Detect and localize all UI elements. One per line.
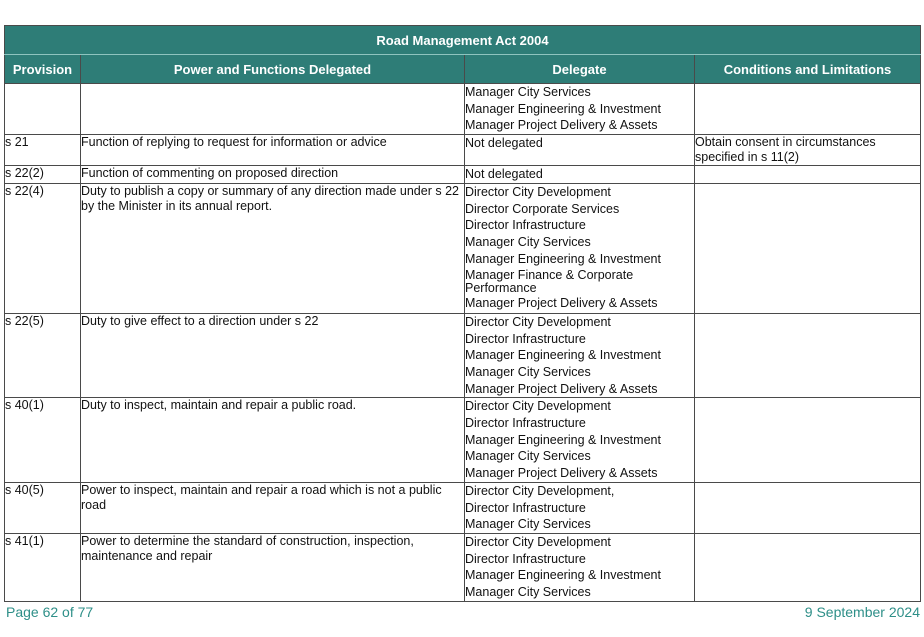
delegate-item: Director City Development, bbox=[465, 483, 615, 498]
delegate-cell bbox=[465, 482, 695, 533]
delegate-item: Director Infrastructure bbox=[465, 551, 586, 566]
power-cell bbox=[81, 84, 465, 135]
delegate-item: Director City Development bbox=[465, 399, 611, 414]
delegate-cell bbox=[465, 183, 695, 313]
delegate-item: Director Infrastructure bbox=[465, 218, 586, 233]
provision-cell: s 41(1) bbox=[5, 533, 81, 601]
power-cell: Duty to inspect, maintain and repair a public road. bbox=[81, 398, 465, 483]
delegate-item: Manager City Services bbox=[465, 517, 591, 532]
delegate-item: Not delegated bbox=[465, 167, 543, 182]
conditions-cell bbox=[695, 398, 921, 483]
delegate-item: Director Infrastructure bbox=[465, 331, 586, 346]
table-title: Road Management Act 2004 bbox=[5, 26, 921, 55]
delegate-cell bbox=[465, 84, 695, 135]
conditions-cell bbox=[695, 482, 921, 533]
provision-cell: s 40(5) bbox=[5, 482, 81, 533]
table-row bbox=[5, 482, 921, 533]
table-body bbox=[5, 84, 921, 602]
delegate-item: Manager Project Delivery & Assets bbox=[465, 381, 658, 396]
power-cell: Power to determine the standard of construction, inspection, maintenance and repair bbox=[81, 533, 465, 601]
provision-cell: s 22(5) bbox=[5, 313, 81, 398]
delegate-item: Manager Engineering & Investment bbox=[465, 251, 661, 266]
delegate-item: Director Corporate Services bbox=[465, 201, 620, 216]
delegate-item: Manager Project Delivery & Assets bbox=[465, 466, 658, 481]
table-row bbox=[5, 135, 921, 166]
delegate-cell bbox=[465, 166, 695, 184]
power-cell: Function of replying to request for information or advice bbox=[81, 135, 465, 166]
power-cell: Function of commenting on proposed direction bbox=[81, 166, 465, 184]
conditions-cell: Obtain consent in circumstances specified in s 11(2) bbox=[695, 135, 921, 166]
delegate-item: Director City Development bbox=[465, 184, 611, 199]
header-provision: Provision bbox=[5, 55, 81, 84]
provision-cell bbox=[5, 84, 81, 135]
table-row bbox=[5, 398, 921, 483]
delegate-item: Manager Project Delivery & Assets bbox=[465, 296, 658, 311]
table-row bbox=[5, 533, 921, 601]
provision-cell: s 22(4) bbox=[5, 183, 81, 313]
conditions-cell bbox=[695, 533, 921, 601]
conditions-cell bbox=[695, 84, 921, 135]
conditions-cell bbox=[695, 183, 921, 313]
delegate-item: Manager City Services bbox=[465, 364, 591, 379]
delegate-item: Director Infrastructure bbox=[465, 416, 586, 431]
table-row bbox=[5, 84, 921, 135]
delegate-item: Manager City Services bbox=[465, 85, 591, 99]
provision-cell: s 21 bbox=[5, 135, 81, 166]
header-delegate: Delegate bbox=[465, 55, 695, 84]
delegate-item: Manager Engineering & Investment bbox=[465, 101, 661, 116]
provision-cell: s 40(1) bbox=[5, 398, 81, 483]
table-row bbox=[5, 313, 921, 398]
table-row bbox=[5, 183, 921, 313]
header-conditions: Conditions and Limitations bbox=[695, 55, 921, 84]
delegate-item: Director City Development bbox=[465, 314, 611, 329]
delegate-item: Manager Project Delivery & Assets bbox=[465, 118, 658, 133]
power-cell: Duty to publish a copy or summary of any direction made under s 22 by the Minister in its annual report. bbox=[81, 183, 465, 313]
delegate-item: Manager City Services bbox=[465, 585, 591, 600]
power-cell: Duty to give effect to a direction under s 22 bbox=[81, 313, 465, 398]
power-cell: Power to inspect, maintain and repair a road which is not a public road bbox=[81, 482, 465, 533]
delegate-item: Manager Finance & Corporate Performance bbox=[465, 268, 634, 296]
page-number: Page 62 of 77 bbox=[6, 604, 94, 620]
table-row bbox=[5, 166, 921, 184]
delegate-item: Manager Engineering & Investment bbox=[465, 348, 661, 363]
provision-cell: s 22(2) bbox=[5, 166, 81, 184]
delegate-item: Manager City Services bbox=[465, 449, 591, 464]
footer-date: 9 September 2024 bbox=[804, 604, 920, 620]
delegate-cell bbox=[465, 313, 695, 398]
delegate-cell bbox=[465, 135, 695, 166]
conditions-cell bbox=[695, 166, 921, 184]
delegate-item: Not delegated bbox=[465, 136, 543, 151]
delegation-table bbox=[4, 25, 921, 602]
delegate-item: Manager City Services bbox=[465, 234, 591, 249]
delegate-cell bbox=[465, 533, 695, 601]
delegate-item: Manager Engineering & Investment bbox=[465, 568, 661, 583]
delegate-item: Director City Development bbox=[465, 534, 611, 549]
conditions-cell bbox=[695, 313, 921, 398]
delegate-cell bbox=[465, 398, 695, 483]
delegate-item: Manager Engineering & Investment bbox=[465, 432, 661, 447]
delegate-item: Director Infrastructure bbox=[465, 500, 586, 515]
header-power: Power and Functions Delegated bbox=[81, 55, 465, 84]
